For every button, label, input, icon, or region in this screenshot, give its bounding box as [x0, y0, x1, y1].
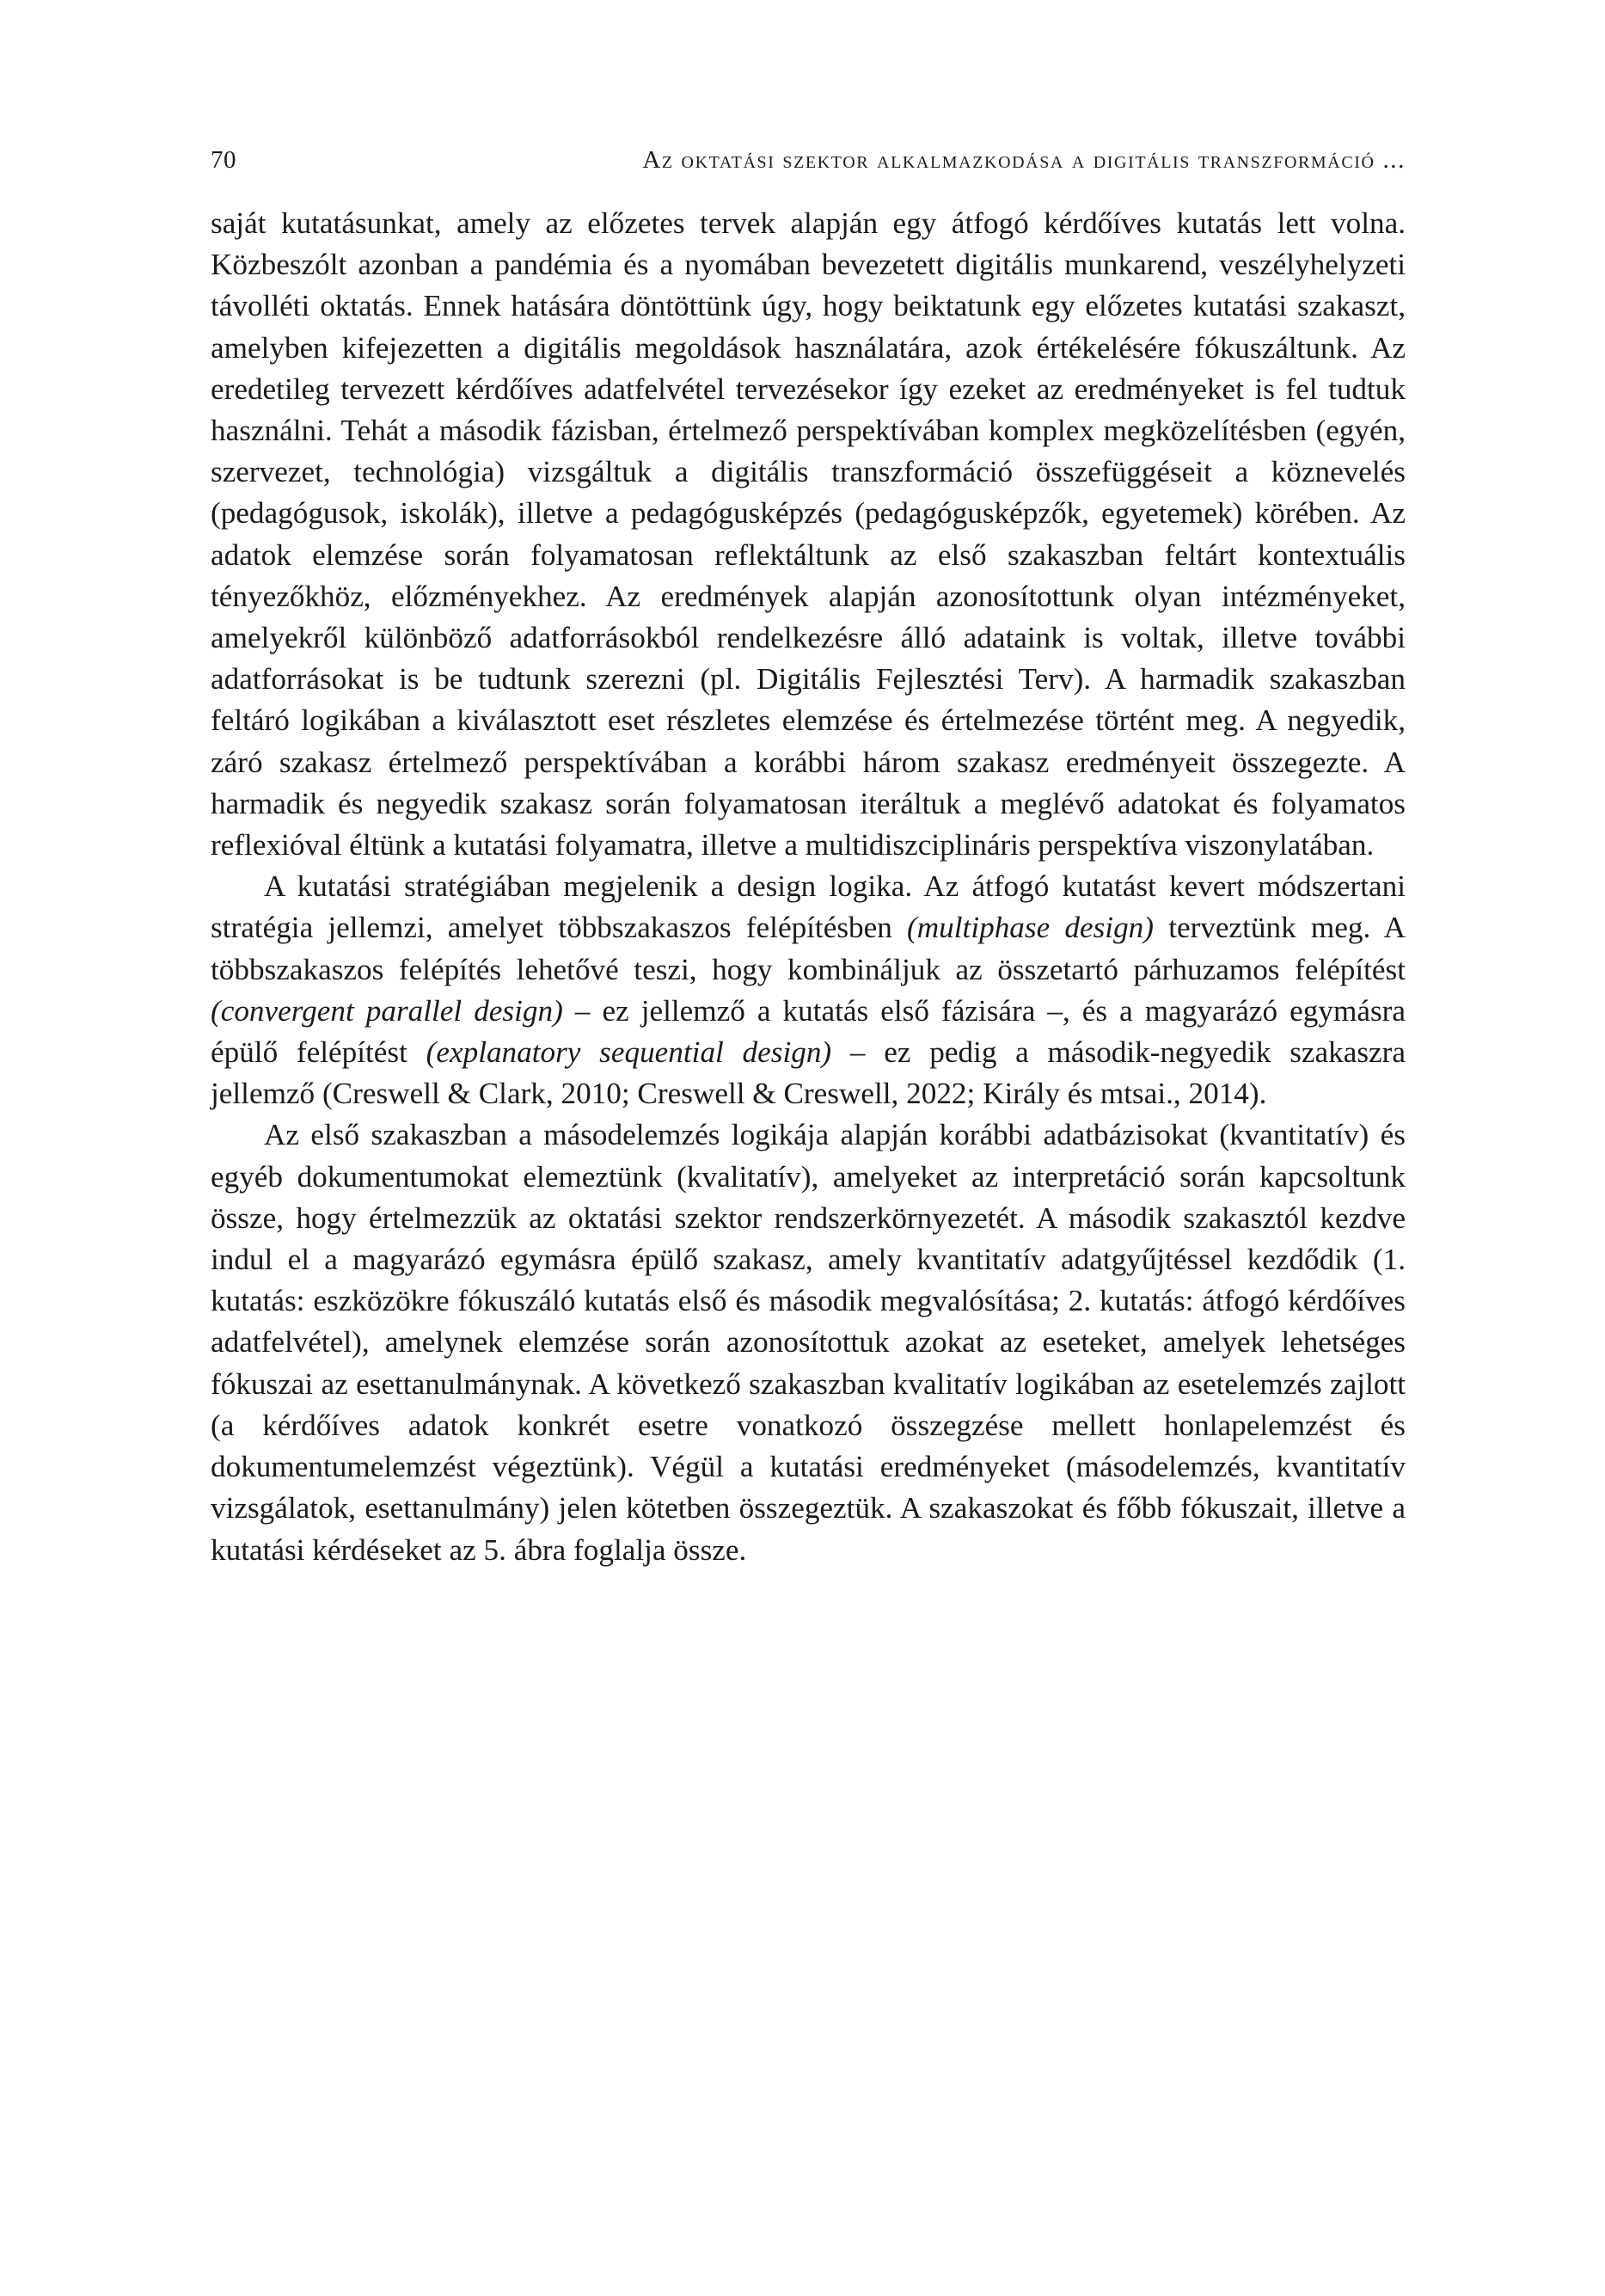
paragraph-text: – ez jellemző a kutatás első fázisára –, és a magyarázó egymásra épülő felépítést: [211, 993, 1406, 1070]
italic-term: (convergent parallel design): [211, 993, 563, 1028]
paragraph-text: – ez pedig a második-negyedik szakaszra jellemző (Creswell & Clark, 2010; Creswell & Creswell, 2022; Király és mtsai., 2014).: [211, 1035, 1406, 1111]
paragraph-1: [211, 203, 1406, 866]
book-page: [211, 146, 1406, 1571]
paragraph-2: [211, 866, 1406, 1114]
paragraph-text: A kutatási stratégiában megjelenik a design logika. Az átfogó kutatást kevert módszertani stratégia jellemzi, amelyet többszakaszos felépítésben: [211, 869, 1406, 945]
running-title: Az oktatási szektor alkalmazkodása a digitális transzformáció ...: [642, 146, 1406, 174]
paragraph-text: terveztünk meg. A többszakaszos felépítés lehetővé teszi, hogy kombináljuk az összetartó párhuzamos felépítést: [211, 911, 1406, 986]
italic-term: (explanatory sequential design): [426, 1035, 832, 1070]
body-text: [211, 203, 1406, 1571]
page-number: 70: [211, 146, 236, 174]
italic-term: (multiphase design): [907, 911, 1154, 945]
running-header: [211, 146, 1406, 198]
paragraph-3: [211, 1114, 1406, 1570]
paragraph-text: Az első szakaszban a másodelemzés logikája alapján korábbi adatbázisokat (kvantitatív) és egyéb dokumentumokat elemeztünk (kvalitatív), amelyeket az interpretáció során kapcsoltunk össze, hogy értelmezzük az oktatási szektor rendszerkörnyezetét. A második szakasztól kezdve indul el a magyarázó egymásra épülő szakasz, amely kvantitatív adatgyűjtéssel kezdődik (1. kutatás: eszközökre fókuszáló kutatás első és második megvalósítása; 2. kutatás: átfogó kérdőíves adatfelvétel), amelynek elemzése során azonosítottuk azokat az eseteket, amelyek lehetséges fókuszai az esettanulmánynak. A következő szakaszban kvalitatív logikában az esetelemzés zajlott (a kérdőíves adatok konkrét esetre vonatkozó összegzése mellett honlapelemzést és dokumentumelemzést végeztünk). Végül a kutatási eredményeket (másodelemzés, kvantitatív vizsgálatok, esettanulmány) jelen kötetben összegeztük. A szakaszokat és főbb fókuszait, illetve a kutatási kérdéseket az 5. ábra foglalja össze.: [211, 1118, 1406, 1567]
paragraph-text: saját kutatásunkat, amely az előzetes tervek alapján egy átfogó kérdőíves kutatás lett volna. Közbeszólt azonban a pandémia és a nyomában bevezetett digitális munkarend, veszélyhelyzeti távolléti oktatás. Ennek hatására döntöttünk úgy, hogy beiktatunk egy előzetes kutatási szakaszt, amelyben kifejezetten a digitális megoldások használatára, azok értékelésére fókuszáltunk. Az eredetileg tervezett kérdőíves adatfelvétel tervezésekor így ezeket az eredményeket is fel tudtuk használni. Tehát a második fázisban, értelmező perspektívában komplex megközelítésben (egyén, szervezet, technológia) vizsgáltuk a digitális transzformáció összefüggéseit a köznevelés (pedagógusok, iskolák), illetve a pedagógusképzés (pedagógusképzők, egyetemek) körében. Az adatok elemzése során folyamatosan reflektáltunk az első szakaszban feltárt kontextuális tényezőkhöz, előzményekhez. Az eredmények alapján azonosítottunk olyan intézményeket, amelyekről különböző adatforrásokból rendelkezésre álló adataink is voltak, illetve további adatforrásokat is be tudtunk szerezni (pl. Digitális Fejlesztési Terv). A harmadik szakaszban feltáró logikában a kiválasztott eset részletes elemzése és értelmezése történt meg. A negyedik, záró szakasz értelmező perspektívában a korábbi három szakasz eredményeit összegezte. A harmadik és negyedik szakasz során folyamatosan iteráltuk a meglévő adatokat és folyamatos reflexióval éltünk a kutatási folyamatra, illetve a multidiszciplináris perspektíva viszonylatában.: [211, 206, 1406, 863]
